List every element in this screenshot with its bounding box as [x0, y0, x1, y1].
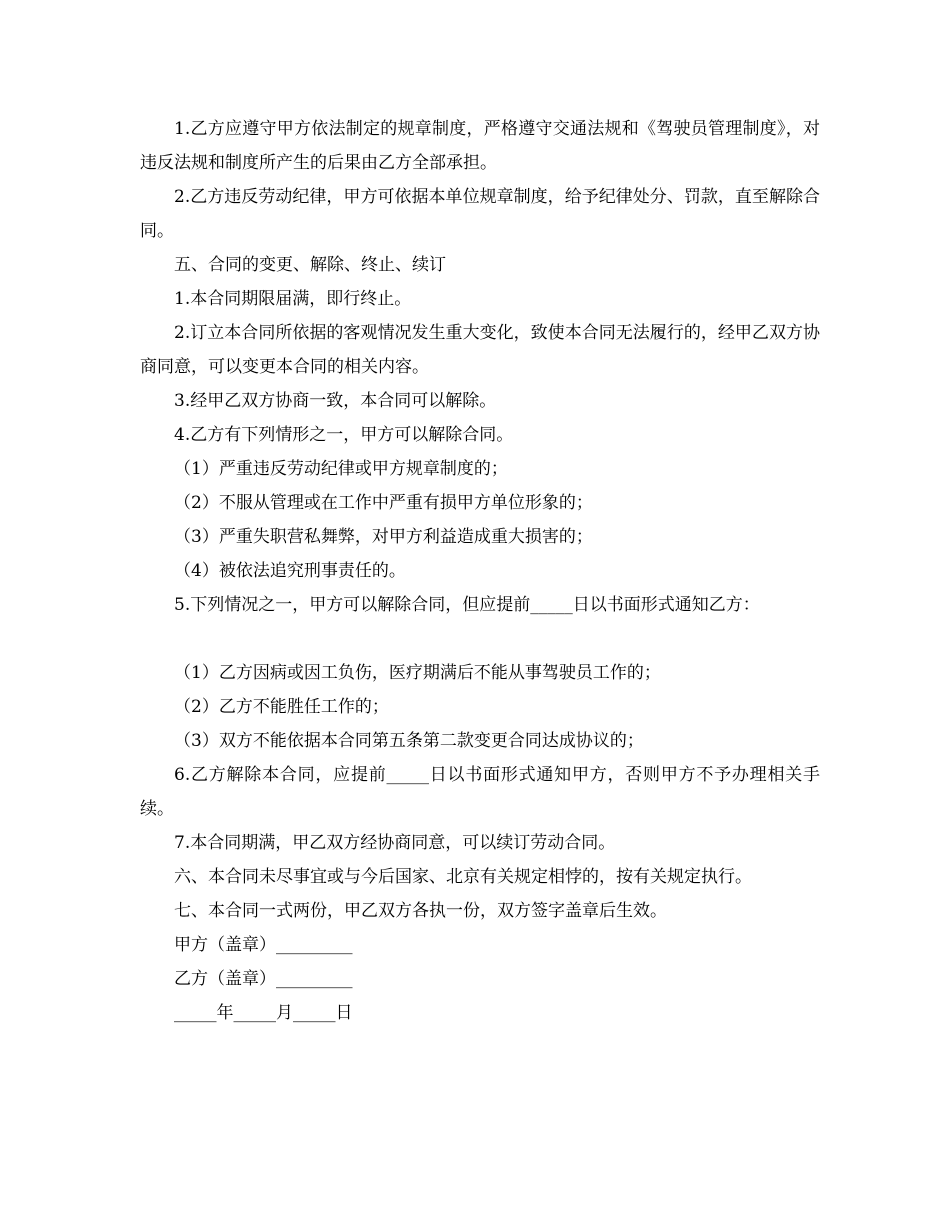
date-line: _____年_____月_____日	[174, 1003, 353, 1023]
clause-labor-discipline: 2.乙方违反劳动纪律，甲方可依据本单位规章制度，给予纪律处分、罚款，直至解除合同。	[140, 187, 820, 241]
clause-term-expiry: 1.本合同期限届满，即行终止。	[174, 289, 412, 309]
clause-rules-compliance: 1.乙方应遵守甲方依法制定的规章制度，严格遵守交通法规和《驾驶员管理制度》，对违反法规和制度所产生的后果由乙方全部承担。	[140, 119, 820, 173]
list-item-termination-1: （1）严重违反劳动纪律或甲方规章制度的；	[174, 459, 508, 479]
contract-body	[140, 112, 820, 1030]
clause-notice-termination: 5.下列情况之一，甲方可以解除合同，但应提前_____日以书面形式通知乙方：	[174, 595, 760, 615]
list-item-termination-4: （4）被依法追究刑事责任的。	[174, 561, 406, 581]
list-item-termination-2: （2）不服从管理或在工作中严重有损甲方单位形象的；	[174, 493, 593, 513]
clause-change-circumstances: 2.订立本合同所依据的客观情况发生重大变化，致使本合同无法履行的，经甲乙双方协商同意，可以变更本合同的相关内容。	[140, 323, 820, 377]
section-six-matters-not-covered: 六、本合同未尽事宜或与今后国家、北京有关规定相悖的，按有关规定执行。	[174, 867, 752, 887]
list-item-termination-3: （3）严重失职营私舞弊，对甲方利益造成重大损害的；	[174, 527, 593, 547]
list-item-notice-1: （1）乙方因病或因工负伤，医疗期满后不能从事驾驶员工作的；	[174, 663, 661, 683]
section-seven-copies: 七、本合同一式两份，甲乙双方各执一份，双方签字盖章后生效。	[174, 901, 667, 921]
clause-mutual-termination: 3.经甲乙双方协商一致，本合同可以解除。	[174, 391, 497, 411]
clause-employee-resignation: 6.乙方解除本合同，应提前_____日以书面形式通知甲方，否则甲方不予办理相关手续。	[140, 765, 820, 819]
list-item-notice-3: （3）双方不能依据本合同第五条第二款变更合同达成协议的；	[174, 731, 644, 751]
section-heading-change-termination: 五、合同的变更、解除、终止、续订	[174, 255, 446, 275]
paragraph-gap	[140, 622, 820, 656]
party-b-signature-line: 乙方（盖章）_________	[174, 969, 353, 989]
clause-renewal: 7.本合同期满，甲乙双方经协商同意，可以续订劳动合同。	[174, 833, 616, 853]
clause-employer-termination: 4.乙方有下列情形之一，甲方可以解除合同。	[174, 425, 514, 445]
list-item-notice-2: （2）乙方不能胜任工作的；	[174, 697, 389, 717]
party-a-signature-line: 甲方（盖章）_________	[174, 935, 353, 955]
